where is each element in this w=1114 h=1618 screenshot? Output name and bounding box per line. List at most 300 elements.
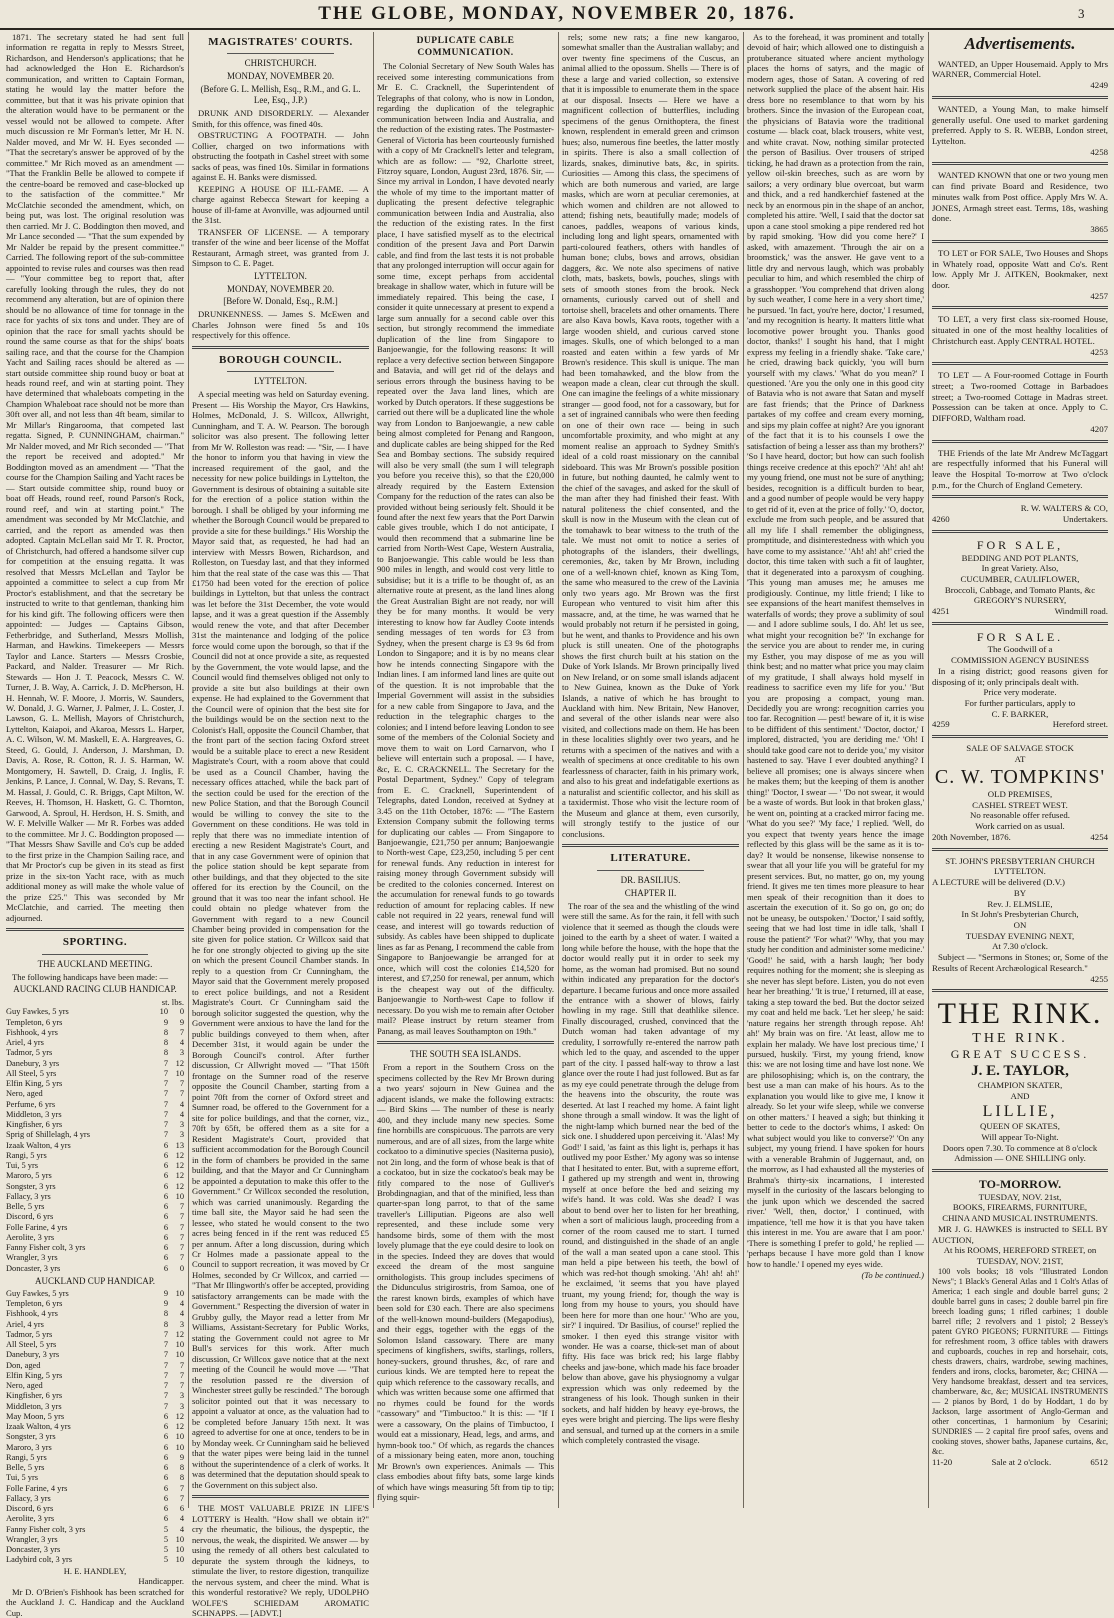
weight-stone: 6 bbox=[163, 1181, 168, 1191]
column-rule bbox=[558, 32, 559, 1508]
for-sale-line: GREGORY'S NURSERY, bbox=[973, 595, 1067, 606]
for-sale-title: FOR SALE. bbox=[976, 629, 1064, 644]
horse-name: Fanny Fisher colt, 3 yrs bbox=[6, 1243, 86, 1253]
divider bbox=[192, 1495, 369, 1498]
borough-subheading: LYTTELTON. bbox=[254, 376, 307, 387]
weight-pounds: 10 bbox=[175, 1534, 184, 1544]
handicap-row bbox=[6, 1223, 184, 1233]
handicap-row bbox=[6, 1381, 184, 1391]
divider bbox=[932, 362, 1108, 365]
handicap-row bbox=[6, 1453, 184, 1463]
for-sale-footer bbox=[932, 606, 1108, 617]
horse-name: Perfume, 6 yrs bbox=[6, 1099, 56, 1109]
weight-stone: 8 bbox=[163, 1048, 168, 1058]
ad-number: 4257 bbox=[1090, 290, 1108, 301]
handicap-row bbox=[6, 1212, 184, 1222]
weight-pounds: 3 bbox=[179, 1319, 184, 1329]
weight-pounds: 10 bbox=[175, 1442, 184, 1452]
divider bbox=[597, 870, 703, 871]
salvage-line: AT bbox=[1014, 753, 1026, 764]
weight-pounds: 7 bbox=[179, 1360, 184, 1370]
weight-pounds: 9 bbox=[179, 1017, 184, 1027]
horse-name: Nero, aged bbox=[6, 1381, 43, 1391]
weight-pounds: 0 bbox=[179, 1007, 184, 1017]
classified-ad bbox=[932, 248, 1108, 310]
weight-pounds: 12 bbox=[175, 1058, 184, 1068]
horse-name: Sprig of Shillelagh, 4 yrs bbox=[6, 1130, 90, 1140]
column-rule bbox=[928, 32, 929, 1508]
auction-date: 11-20 bbox=[932, 1456, 953, 1467]
handicap-row bbox=[6, 1535, 184, 1545]
story-text-continued: As to the forehead, it was prominent and totally devoid of hair; which allowed one to distinguish a protuberance situated where ancient mythology places the horns of satyrs, and the magic of modern ages, those of Satan. A covering of red network supplied the place of the absent hair. His dress bore no resemblance to that worn by his brothers. Since the invasion of the European coat, the physicians of Batavia wore the traditional costume — black coat, black trousers, white vest, and white cravat. Now, nothing similar protected the person of Basilius. Over trousers of striped ticking, he had drawn as a protection from the rain, yellow oil-skin breeches, such as are worn by sailors; a very ordinary blue overcoat, but warm and thick, and a red handkerchief fastened at the neck by an enormous pin in the shape of an anchor, completed his attire. 'Well, I said that the doctor sat upon a cane stool smoking a pipe rendered red hot by rapid smoking. 'How did you come here?' I asked, with amazement. 'Through the air on a broomstick,' was the answer. He gave vent to a little dry and nervous laugh, which was probably peculiar to him, and which resembled the chirp of a grasshopper. 'You comprehend that driven along by such weather, I come here in a very short time,' he pursued. 'In fact, you're here, doctor,' I resumed, 'and my recognition is hearty. It matters little what locomotive power brought you. Thanks good doctor, thanks!' I sought his hand, that I might express my feeling in a friendly shake. 'Take care,' he cried, drawing back quickly, 'you will burn yourself with my claws.' 'What do you mean?' I questioned. 'Are you the only one in this good city of Batavia who is not aware that Satan and myself are fast friends; that the Prince of Darkness partakes of my coffee and cream every morning, and sips my plain coffee at night? Are you ignorant of the fact that it is to his counsels I owe the satisfaction of being a lesser ass than my brothers?' 'So I have heard, doctor; but how can such foolish things receive credence at this epoch?' 'Ah! ah! ah! my young friend, one must not be sure of anything; besides, recognition is a difficult burden to bear, and a good number of people would be very happy to get rid of it, even at the price of folly.' 'O, doctor, exclude me from such people, and be assured that all my life I shall remember the obligingness, promptitude, and disinterestedness with which you have come to my assistance.' 'Ah! ah! ah!' cried the doctor, this time taken with such a fit of laughter, that it degenerated into a paroxysm of coughing. 'This young man amuses me; he amuses me prodigiously. Continue, my little friend; I like to see expansions of the heart manifest themselves in waterfalls of words; they prove a sublimity of soul — and I adore sublime souls, I do. Ah! let us see, what might your recognition be?' 'In exchange for the service you are about to render me, in curing my Esther, you may dispose of me as you will think best; and no matter what price you may claim of my gratitude, I shall always hold myself in readiness to sacrifice even my life for you.' 'But you are proposing a compact, young man. Decidedly you are wrong: recognition carries you too far. Recognition — pest! beware of it, it is wise to be diffident of this sentiment.' 'Doctor, doctor,' I implored, distracted, 'you are deriding me.' 'Oh! I should take good care not to deride you,' my visitor hastened to say. 'Have I ever doubted anything? I believe all promises; one is always sincere when he makes them; but the keeping of them is another thing!' 'Doctor, I swear — ' 'Do not swear, it would be a waste of words. But look in that broken glass,' he went on, pointing at a cracked mirror facing me. 'What do you see?' 'My face,' I replied. 'Well, do you expect that twenty years hence the image reflected by this glass will be the same as it is to-day? It would be nonsense, likewise nonsense to swear that all your life you will be grateful for my present services. But, no matter, go on, my young friend. It gives me ten times more pleasure to hear men speak of their recognition than it does to ascertain the execution of it. So go on, go on; do not be uneasy, be outspoken.' 'Doctor,' I said softly, seeing that we had lost time in idle talk, 'shall I rouse the patient?' 'For what?' 'Why, that you may study her condition and administer some medicine.' 'Good!' he said, with a harsh laugh; 'her body requires nothing for the moment; she is sleeping as she never has slept before. Listen, you do not even hear her breathing.' 'It is true,' I returned, ill at ease, taking a step toward the bed. But the doctor seized my coat and held me back. 'Let her sleep,' he said: 'nature regains her strength through repose. Ah! ah!' My brain was on fire. 'At least, allow me to explain her malady. We have lost precious time,' I pursued, huskily. 'First, my young friend, know this: we are not losing time and have lost none. We are philosophising; which is, on the contrary, the best use a man can make of his hours. As to the explanation you would like to give me, I know it already. So let your wife sleep, while we converse on other matters.' I heaved a sigh; but thinking it better to cede to the doctor's whims, I asked: On what subject would you like to converse?' 'On any subject, my young friend. I have spoken for hours with a venerable Brahmin of Juggernaut, and, on the morrow, as I had exhausted all the mysteries of Brahma's thirty-six incarnations, I interested myself in the curiosity of the lascars belonging to the junk upon which we descended the sacred river.' 'Well, then, doctor,' I continued, with impatience, 'tell me how it is that you have taken this interest in me. You are aware that I am poor.' 'There is something I prefer to gold,' he replied — 'perhaps because I have more gold than I know how to handle.' I opened my eyes wide. bbox=[747, 32, 924, 1269]
horse-name: Belle, 5 yrs bbox=[6, 1463, 45, 1473]
rink-line: GREAT SUCCESS. bbox=[950, 1047, 1090, 1062]
horse-name: All Steel, 5 yrs bbox=[6, 1340, 57, 1350]
weight-pounds: 12 bbox=[175, 1329, 184, 1339]
horse-name: Wrangler, 3 yrs bbox=[6, 1253, 58, 1263]
weight-pounds: 4 bbox=[179, 1109, 184, 1119]
handicap-row bbox=[6, 1028, 184, 1038]
newspaper-title: THE GLOBE, MONDAY, NOVEMBER 20, 1876. bbox=[318, 3, 796, 24]
horse-name: Fallacy, 3 yrs bbox=[6, 1493, 51, 1503]
handicap-row bbox=[6, 1171, 184, 1181]
handicapper-name: H. E. HANDLEY, bbox=[63, 1565, 127, 1576]
ad-text: THE Friends of the late Mr Andrew McTaggart are respectfully informed that his Funeral will leave the Hospital To-morrow at Two o'clock p.m., for the Church of England Cemetery. bbox=[932, 447, 1108, 490]
handicap-row bbox=[6, 1018, 184, 1028]
church-line: ON bbox=[1013, 919, 1027, 930]
weight-stone: 7 bbox=[163, 1068, 168, 1078]
weight-stone: 7 bbox=[163, 1120, 168, 1130]
divider bbox=[42, 954, 149, 955]
weight-stone: 6 bbox=[163, 1263, 168, 1273]
handicap-row bbox=[6, 1059, 184, 1069]
chapter-title: CHAPTER II. bbox=[624, 887, 677, 898]
horse-name: Rangi, 5 yrs bbox=[6, 1150, 47, 1160]
weight-pounds: 10 bbox=[175, 1350, 184, 1360]
handicap-row bbox=[6, 1253, 184, 1263]
court-date: MONDAY, NOVEMBER 20. bbox=[226, 283, 334, 294]
weight-stone: 7 bbox=[163, 1381, 168, 1391]
horse-name: Ladybird colt, 3 yrs bbox=[6, 1555, 73, 1565]
weight-pounds: 3 bbox=[179, 1401, 184, 1411]
south-sea-heading: THE SOUTH SEA ISLANDS. bbox=[409, 1049, 521, 1060]
horse-name: Tadmor, 5 yrs bbox=[6, 1329, 53, 1339]
court-case: DRUNK AND DISORDERLY. — Alexander Smith, for this offence, was fined 40s. bbox=[192, 108, 369, 129]
church-line: A LECTURE will be delivered (D.V.) bbox=[932, 877, 1065, 888]
horse-name: Discord, 6 yrs bbox=[6, 1504, 54, 1514]
weight-stone: 8 bbox=[163, 1027, 168, 1037]
classified-ad bbox=[932, 170, 1108, 242]
weight-stone: 5 bbox=[163, 1524, 168, 1534]
weight-pounds: 10 bbox=[175, 1191, 184, 1201]
story-title: DR. BASILIUS. bbox=[620, 874, 681, 885]
court-bench: (Before G. L. Mellish, Esq., R.M., and G. L. Lee, Esq., J.P.) bbox=[200, 84, 361, 106]
horse-name: Templeton, 6 yrs bbox=[6, 1017, 63, 1027]
for-sale-line: BEDDING AND POT PLANTS, bbox=[961, 552, 1079, 563]
ad-text: TO LET or FOR SALE, Two Houses and Shops in Whately road, opposite Watt and Co's. Rent low. Apply Mr J. AITKEN, Bookmaker, next door. bbox=[932, 247, 1108, 290]
horse-name: Templeton, 6 yrs bbox=[6, 1299, 63, 1309]
weight-pounds: 12 bbox=[175, 1422, 184, 1432]
weight-pounds: 0 bbox=[179, 1263, 184, 1273]
divider bbox=[932, 162, 1108, 165]
weight-stone: 5 bbox=[163, 1534, 168, 1544]
weight-pounds: 8 bbox=[179, 1463, 184, 1473]
weight-pounds: 4 bbox=[179, 1099, 184, 1109]
borough-report: A special meeting was held on Saturday evening. Present — His Worship the Mayor, Crs Hawkins, Holmes, McDonald, J. S. Willcox, Allwright, Cunningham, and T. A. W. Pearson. The borough solicitor was also present. The following letter from Mr W. Rolleston was read: — "Sir, — I have the honor to inform you that having in view the increased requirement of the gaol, and the necessity for new police buildings in Lyttelton, the Government is desirous of obtaining a suitable site for the erection of a police station within the borough. I shall be obliged by your informing me whether the Borough Council would be prepared to provide a site for these buildings." His Worship the Mayor said that, as requested, he had had an interview with Messrs Bowen, Richardson, and Rolleston, on Tuesday last, and that they informed him that the real state of the case was this — That £1750 had been voted for the erection of police buildings in Lyttelton, but that unless the contract was let before the 31st December, the vote would lapse, and it was a great question if the Assembly would renew the vote, and that after December 31st the maintenance and lodging of the police force would come upon the borough, so that if the Council did not at once provide a site, as requested by the Government, the vote would lapse, and the Council would find themselves obliged not only to provide a site but also buildings at their own expense. He had explained to the Government that the Council were of opinion that the best site for the buildings would be on the section next to the Colonist's Hall, opposite the Council Chamber, that the front part of the section facing Oxford street would be a suitable place to erect a new Resident Magistrate's Court, with a room above that could be used as a Council Chamber, having the necessary offices attached, while the back part of the section could be used for the erection of the new Police Station, and that the Borough Council would be willing to convey the site to the Government on these conditions. He was told in reply that there was no immediate intention of erecting a new Resident Magistrate's Court, and that in any case Government were of opinion that the police station should be kept separate from other buildings, and that they objected to the site offered for its erection by the Council, on the ground that it was too near the infant school. He could obtain no pledge whatever from the Government with regard to a new Council Chamber being provided in compensation for the site given for police station. Cr Willcox said that he for one strongly objected to giving up the site on which the present Council Chamber stands. In reply to a question from Cr Cunningham, the Mayor said that the Government merely proposed to erect police buildings, and not a Resident Magistrate's Court. Cr Cunningham said the borough solicitor suggested the question, why the Government were anxious to have the land for the public buildings conveyed to them when, after December 31st, it would again be under the Borough Council's control. After further discussion, Cr Allwright moved — "That 150ft frontage on the Sumner road of the reserve opposite the Council Chamber, starting from a point 70ft from the corner of Oxford street and Sumner road, be offered to the Government for a site for police buildings, and that the corner, viz., 70ft by 65ft, be offered them as a site for a Resident Magistrate's Court, provided that sufficient accommodation for the Borough Council in the form of chambers be provided in the same building, and that the Mayor and Cr Cunningham be appointed a deputation to make this offer to the Government." Cr Willcox seconded the resolution, which was carried unanimously. Regarding the time ball site, the Mayor said he had seen the lessee, who stated he would consent to the two acres being fenced in if the rent was reduced £5 per annum. After a long discussion, during which Cr Holmes made a passionate appeal to the Council to support recreation, it was moved by Cr Holmes, seconded by Cr Willcox, and carried — "That Mr Illingworth's offer be accepted, providing satisfactory arrangements can be made with the Government." Respecting the diversion of water in Grubby gully, the Mayor read a letter from Mr Williams, Assistant-Secretary for Public Works, stating the Government could not agree to Mr Bull's services for this work. After much discussion, Cr Willcox gave notice that at the next meeting of the Council he would move — "That the resolution passed re the diversion of Winchester street gully be rescinded." The borough solicitor pointed out that it was necessary to appoint a valuator at once, as the valuation had to be completed before January 15th next. It was agreed to advertise for one at once, tenders to be in by Monday week. Cr Cunningham said he believed that the water pipes were being laid in the tunnel without the superintendence of a clerk of works. It was determined that the deputation should speak to the Government on this subject also. bbox=[192, 389, 369, 1490]
classified-ad bbox=[932, 448, 1108, 499]
church-line: TUESDAY EVENING NEXT, bbox=[965, 930, 1075, 941]
weight-stone: 7 bbox=[163, 1099, 168, 1109]
horse-name: Nero, aged bbox=[6, 1089, 43, 1099]
handicap-row bbox=[6, 1182, 184, 1192]
divider bbox=[932, 1169, 1108, 1172]
advertisements-heading: Advertisements. bbox=[964, 34, 1076, 53]
ad-number: 4253 bbox=[1090, 346, 1108, 357]
weight-pounds: 13 bbox=[175, 1140, 184, 1150]
horse-name: Fallacy, 3 yrs bbox=[6, 1191, 51, 1201]
horse-name: Folle Farine, 4 yrs bbox=[6, 1483, 68, 1493]
classified-ad bbox=[932, 59, 1108, 99]
church-line: At 7.30 o'clock. bbox=[992, 941, 1048, 952]
weight-stone: 7 bbox=[163, 1130, 168, 1140]
horse-name: Izaak Walton, 4 yrs bbox=[6, 1422, 71, 1432]
horse-name: May Moon, 5 yrs bbox=[6, 1411, 65, 1421]
weight-stone: 6 bbox=[163, 1514, 168, 1524]
weight-stone: 6 bbox=[163, 1202, 168, 1212]
horse-name: Kingfisher, 6 yrs bbox=[6, 1391, 63, 1401]
church-subject: Subject — "Sermons in Stones; or, Some of the Results of Recent Archæological Research." bbox=[932, 952, 1108, 973]
horse-name: Elfin King, 5 yrs bbox=[6, 1370, 63, 1380]
ad-number: 4260 bbox=[932, 514, 950, 525]
weight-pounds: 7 bbox=[179, 1212, 184, 1222]
handicap-row bbox=[6, 1069, 184, 1079]
weight-stone: 7 bbox=[163, 1109, 168, 1119]
handicap-row bbox=[6, 1161, 184, 1171]
horse-name: Fishhook, 4 yrs bbox=[6, 1309, 58, 1319]
for-sale-line: In great Variety. Also, bbox=[981, 563, 1059, 574]
weight-pounds: 4 bbox=[179, 1514, 184, 1524]
handicap-2-title: AUCKLAND CUP HANDICAP. bbox=[35, 1275, 155, 1286]
handicap-1-title: AUCKLAND RACING CLUB HANDICAP. bbox=[13, 984, 177, 995]
for-sale-title: FOR SALE, bbox=[976, 537, 1064, 552]
handicap-row bbox=[6, 1299, 184, 1309]
weight-stone: 6 bbox=[163, 1171, 168, 1181]
court-case: OBSTRUCTING A FOOTPATH. — John Collier, charged on two informations with obstructing the footpath in Cashel street with some sacks of peas, was fined 10s. Similar in formations against E. H. Banks were dismissed. bbox=[192, 130, 369, 183]
horse-name: All Steel, 5 yrs bbox=[6, 1068, 57, 1078]
regatta-report: 1871. The secretary stated he had sent full information re regatta in reply to Messrs Street, Richardson, and Henderson's applications; that he had acknowledged the Hon E. Richardson's communication, and written to Captain Forman, stating he would lay the matter before the committee, but that it was his private opinion that the alteration would have to be permanent or the vessel would not be allowed to compete. After much discussion re Mr Forman's letter, Mr H. N. Nalder moved, and Mr W. H. Eyes seconded — "That the secretary's answer be approved of by the committee." Mr Rich moved as an amendment — "That the Franklin Belle be allowed to compete if the centre-board be removed and case-blocked up to the satisfaction of the committee." Mr McClatchie seconded the amendment, which, on being put, was lost. The original resolution was then carried. Mr J. C. Boddington then moved, and Mr Lance seconded — "That the sum expended by Mr Nalder be repaid by the present committee." Carried. The following report of the sub-committee appointed to revise rules and courses was then read — "Your committee beg to report that, after carefully looking through the rules, they do not recommend any alteration, but are of opinion there should be no allowance of time for tonnage in the race for yachts of six tons and under. They are of opinion that the race for small yachts should be round the same course as that for the ships' boats sailing race, and that the course for the Champion Yacht and Sailing races should be altered as — start outside committee ship round buoy or boat at heads round reef, and win at starting point. They have determined that whaleboats competing in the Champion Whaleboat race should not be more than 30ft over all, and not less than 4ft beam, similar to Mr Millar's Ringarooma, that competed last regatta. Signed, P. CUNNINGHAM, chairman." Mr Nalder moved, and Mr Rich seconded — "That the report be received and adopted." Mr Boddington moved as an amendment — "That the course for the Champion Sailing and Yacht races be — Start outside committee ship, round buoy or boat off Heads, round reef, round Parson's Rock, round reef, and win at starting point." The amendment was seconded by Mr McClatchie, and carried, and the report as amended was then adopted. Captain McLellan said Mr T. R. Proctor, of Christchurch, had offered a handsome silver cup for competition at the ensuing regatta. It was resolved that Messrs McLellan and Taylor be appointed a committee to select a cup from Mr Proctor's establishment, and that the secretary be instructed to write to that gentleman, thanking him for his kind gift. The following officers were then appointed: — Judges — Captains Gibson, Fetherbridge, and Sutherland, Messrs Mollish, Harman, and Hawkins. Timekeepers — Messrs Taylor and Lance. Starters — Messrs Crosbie, Packard, and Nalder. Treasurer — Mr Rich. Stewards — Hon J. T. Peacock, Messrs C. W. Turner, J. B. Way, A. Carrick, J. D. McPherson, H. H. Hennah, W. F. Moore, J. Morris, W. Saunders, W. Donald, J. G. Warner, J. Palmer, J. L. Coster, J. Lawson, G. L. Mellish, Mayors of Christchurch, Lyttelton, Kaiapoi, and Akaroa, Messrs L. Harper, A. C. Wilson, W. M. Maskell, E. A. Hargreaves, G. Steed, G. Gould, J. Anderson, J. Marshman, D. Davis, A. Rose, R. Cotton, R. J. S. Harman, W. Montgomery, H. Sawtell, D. Craig, J. Inglis, F. Jenkins, P. Lance, J. Connal, W. Day, S. Revans, T. M. Hassal, J. Gould, C. R. Briggs, Capt Milton, W. Reeves, H. Thomson, H. Haskett, G. C. Thornton, Garwood, A. Sproul, H. Herdson, H. S. Smith, and W. F. Melville Walker — Mr R. Forbes was added to the committee. Mr J. C. Boddington proposed — "That Messrs Shaw Saville and Co's cup be added to the first prize in the Champion Sailing race, and that Mr Proctor's cup be given in its stead as first prize in the six-ton Yacht race, with as much additional money as will make the whole value of the prize £25." This was seconded by Mr McClatchie, and carried. The meeting then adjourned. bbox=[6, 32, 184, 923]
weight-pounds: 9 bbox=[179, 1452, 184, 1462]
schnapps-advert: THE MOST VALUABLE PRIZE IN LIFE'S LOTTERY is Health. "How shall we obtain it?" cry the rheumatic, the bilious, the dyspeptic, the nervous, the weak, the dispirited. We answer — by using the remedy of all others best calculated to depurate the system through the kidneys, to stimulate the liver, to restore digestion, tranquilize the nervous system, and cheer the mind. What is this wonderful restorative? We reply, UDOLPHO WOLFE'S SCHIEDAM AROMATIC SCHNAPPS. — [ADVT.] bbox=[192, 1503, 369, 1618]
for-sale-line: Windmill road. bbox=[1054, 606, 1108, 617]
auction-line: MR J. G. HAWKES is instructed to SELL BY AUCTION, bbox=[932, 1223, 1108, 1245]
horse-name: Middleton, 3 yrs bbox=[6, 1109, 62, 1119]
weight-pounds: 10 bbox=[175, 1545, 184, 1555]
handicap-row bbox=[6, 1202, 184, 1212]
weight-stone: 6 bbox=[163, 1422, 168, 1432]
classified-ad bbox=[932, 314, 1108, 365]
for-sale-line: The Goodwill of a bbox=[987, 644, 1053, 655]
handicap-row bbox=[6, 1130, 184, 1140]
handicap-row bbox=[6, 1151, 184, 1161]
handicap-row bbox=[6, 1371, 184, 1381]
handicap-row bbox=[6, 1504, 184, 1514]
horse-name: Don, aged bbox=[6, 1360, 41, 1370]
weight-stone: 6 bbox=[163, 1253, 168, 1263]
auction-line: At his ROOMS, HEREFORD STREET, on TUESDAY, NOV. 21ST, bbox=[943, 1245, 1097, 1267]
court-date: MONDAY, NOVEMBER 20. bbox=[226, 71, 334, 82]
weight-stone: 7 bbox=[163, 1058, 168, 1068]
court-case: KEEPING A HOUSE OF ILL-FAME. — A charge against Rebecca Stewart for keeping a house of ill-fame at Avonville, was adjourned until the 31st. bbox=[192, 183, 369, 226]
handicap-row bbox=[6, 1525, 184, 1535]
handicap-row bbox=[6, 1391, 184, 1401]
weight-stone: 7 bbox=[163, 1360, 168, 1370]
sporting-subheading: THE AUCKLAND MEETING. bbox=[37, 958, 153, 969]
weight-pounds: 7 bbox=[179, 1370, 184, 1380]
classified-ads bbox=[932, 59, 1108, 499]
for-sale-line: Price very moderate. bbox=[983, 687, 1057, 698]
borough-heading: BOROUGH COUNCIL. bbox=[219, 353, 342, 366]
handicap-row bbox=[6, 1555, 184, 1565]
rink-subtitle: THE RINK. bbox=[972, 1031, 1068, 1047]
ad-text: WANTED, an Upper Housemaid. Apply to Mrs WARNER, Commercial Hotel. bbox=[932, 58, 1108, 80]
salvage-merchant: C. W. TOMPKINS' bbox=[934, 765, 1106, 788]
auction-items: 100 vols books; 18 vols "Illustrated London News"; 1 Black's General Atlas and 1 Colt's Atlas of America; 1 each single and double barrel guns; 2 double barrel guns in cases; 2 double barrel pin fire breech loading guns; 1 rifled carbines; 1 double barrel rifle; 2 revolvers and 1 pistol; 2 Bessey's patent GYRO PIGEONS; FURNITURE — Fittings for refreshment room, 3 office tables with drawers and cupboards, couches in rep and horsehair, cots, chests drawers, chairs, wardrobe, sewing machines, fenders and irons, clocks, barometer, &c; CHINA — Very handsome breakfast, dessert and tea services, chamberware, &c, &c; MUSICAL INSTRUMENTS — 2 pianos by Bord, 1 do by Hoddart, 1 do by Jackson, large assortment of Anglo-German and other concertinas, 1 harmonium by Cesarini; SUNDRIES — 2 capital fire proof safes, ovens and cooking stoves, shower baths, Japanese curtains, &c, &c. bbox=[932, 1266, 1108, 1456]
continued-note: (To be continued.) bbox=[861, 1270, 924, 1281]
column-3 bbox=[377, 32, 554, 1506]
handicap-row bbox=[6, 1089, 184, 1099]
salvage-line: CASHEL STREET WEST. bbox=[972, 799, 1068, 810]
horse-name: Kingfisher, 6 yrs bbox=[6, 1120, 63, 1130]
handicap-row bbox=[6, 1340, 184, 1350]
weight-pounds: 7 bbox=[179, 1232, 184, 1242]
auction-time: Sale at 2 o'clock. bbox=[991, 1456, 1052, 1467]
weight-pounds: 4 bbox=[179, 1309, 184, 1319]
ad-number: 4255 bbox=[1090, 973, 1108, 984]
weight-pounds: 6 bbox=[179, 1504, 184, 1514]
weight-pounds: 10 bbox=[175, 1288, 184, 1298]
weight-stone: 6 bbox=[163, 1483, 168, 1493]
weight-pounds: 10 bbox=[175, 1555, 184, 1565]
horse-name: Danebury, 3 yrs bbox=[6, 1350, 60, 1360]
rink-performer: LILLIE, bbox=[982, 1102, 1058, 1120]
weight-stone: 6 bbox=[163, 1411, 168, 1421]
divider bbox=[932, 989, 1108, 992]
horse-name: Maroro, 5 yrs bbox=[6, 1171, 52, 1181]
weight-pounds: 8 bbox=[179, 1473, 184, 1483]
horse-name: Aerolite, 3 yrs bbox=[6, 1514, 55, 1524]
weight-pounds: 10 bbox=[175, 1432, 184, 1442]
court-case: TRANSFER OF LICENSE. — A temporary transfer of the wine and beer license of the Moffat Restaurant, Armagh street, was granted from J. Simpson to C. E. Paget. bbox=[192, 226, 369, 269]
divider bbox=[932, 96, 1108, 99]
divider bbox=[932, 530, 1108, 533]
handicap-row bbox=[6, 1289, 184, 1299]
church-line: BY bbox=[1013, 887, 1027, 898]
court-bench: [Before W. Donald, Esq., R.M.] bbox=[223, 296, 338, 307]
weight-stone: 6 bbox=[163, 1493, 168, 1503]
weight-pounds: 10 bbox=[175, 1068, 184, 1078]
ad-text: TO LET — A Four-roomed Cottage in Fourth street; a Two-roomed Cottage in Barbadoes street; a Two-roomed Cottage in Madras street. Possession can be taken at once. Apply to C. DIFFORD, Waltham road. bbox=[932, 370, 1108, 424]
column-1 bbox=[6, 32, 184, 1618]
divider bbox=[227, 53, 333, 54]
handicap-row bbox=[6, 1309, 184, 1319]
handicap-row bbox=[6, 1330, 184, 1340]
magistrates-heading: MAGISTRATES' COURTS. bbox=[208, 36, 353, 48]
weight-pounds: 7 bbox=[179, 1027, 184, 1037]
horse-name: Fishhook, 4 yrs bbox=[6, 1027, 58, 1037]
handicap-row bbox=[6, 1048, 184, 1058]
weight-stone: 6 bbox=[163, 1432, 168, 1442]
sporting-heading: SPORTING. bbox=[62, 936, 128, 949]
south-sea-continued: rels; some new rats; a fine new kangaroo, somewhat smaller than the Australian wallaby; and over twenty fine specimens of the Cuscus, an animal allied to the opossum. Shells — There is of these a large and varied collection, so extensive that it is impossible to enumerate them in the space at our disposal. Insects — Here we have a magnificent collection of butterflies, including specimens of the genus Ornithoptera, the finest known, resplendent in emerald green and crimson hues; also, numerous fine beetles, the latter mostly in spirits. There is also a small collection of lizards, snakes, diminutive bats, &c, in spirits. Curiosities — Among this class, the specimens of which are both numerous and varied, are large masks, which are worn at peculiar ceremonies, at which women and children are not allowed to attend; fishing nets, beautifully made; models of canoes, paddles, weapons of various kinds, including long and light spears, ornamented with parti-coloured feathers, others with handles of human bone; clubs, bows and arrows, obsidian daggers, &c. We note also specimens of native cloth, mats, baskets, bowls, pouches, slings with sets of smooth stones from the brook. Neck ornaments, curiously carved out of shell and tortoise shell, bracelets and other ornaments. There are also Kava bowls, Kava roots, together with a large wooden shield, and curious carved stone images. Skulls, one of which belonged to a man roasted and eaten within a few yards of Mr Brown's residence. This skull is unique. The man had been tomahawked, and the blow from the weapon made a clean, clear cut through the skull. One can imagine the feelings of a white missionary stranger — good food, not for a cassowary, but for a set of ingrained cannibals who were then feeding on one of their own race — being in such uncomfortable proximity, and who might at any moment realise an approach to Sydney Smith's ideal of a cold roast missionary on the cannibal sideboard. This was Mr Brown's possible position in future, but nothing daunted, he calmly went to the chief of the savages, and asked for the skull of the man after they had finished their feast. With natural politeness the chief consented, and the skull is now in the Museum with the clean cut of the tomahawk to bear witness to the truth of the tale. We must not omit to notice a series of photographs of the islanders, their dwellings, ceremonies, &c, taken by Mr Brown, including one of a well-known chief, known as King Tom, the same who measured to the crew of the Lavinia only two years ago. Mr Brown was the first European who ventured to visit him after this massacre, and, at the time, he was warned that he would probably not return if he persisted in going, but he went, and thanks to Providence and his own pluck is still uneaten. One of the photographs shows the first church built at his station on the Duke of York Islands. Mr Brown principally lived on New Ireland, or on some small islands adjacent to New Guinea, known as the Duke of York Islands, a native of which he has brought to Auckland with him. New Britain, New Hanover, and several of the other islands near were also visited, and collections made on them. He has been in these localities slightly over two years, and he returns with a specimen of the natives and with a wealth of specimens at once creditable to his own fearlessness of character, faith in his primary work, and also to his great and indefatigable exertions as a naturalist and scientific collector, and his skill as a taxidermist. Those who visit the lecture room of the Museum and glance at them, even cursorily, will strongly testify to the justice of our conclusions. bbox=[562, 32, 739, 839]
scratching-note: Mr D. O'Brien's Fishhook has been scratched for the Auckland J. C. Handicap and the Auckland Cup. bbox=[6, 1586, 184, 1618]
court-case: DRUNKENNESS. — James S. McEwen and Charles Johnson were fined 5s and 10s respectively for this offence. bbox=[192, 309, 369, 341]
handicap-row bbox=[6, 1264, 184, 1274]
divider bbox=[377, 1041, 554, 1044]
column-5 bbox=[747, 32, 924, 1506]
church-line: Rev. J. ELMSLIE, bbox=[987, 898, 1053, 909]
handicap-row bbox=[6, 1320, 184, 1330]
handicap-row bbox=[6, 1432, 184, 1442]
weight-pounds: 4 bbox=[179, 1299, 184, 1309]
rink-line: CHAMPION SKATER, bbox=[977, 1080, 1063, 1091]
column-rule bbox=[743, 32, 744, 1508]
handicap-row bbox=[6, 1412, 184, 1422]
horse-name: Ariel, 4 yrs bbox=[6, 1319, 44, 1329]
ad-number: 4259 bbox=[932, 719, 950, 730]
weight-stone: 10 bbox=[159, 1007, 168, 1017]
ad-text: WANTED KNOWN that one or two young men can find private Board and Residence, two minutes walk from Post office. Apply Mrs W. A. JONES, Armagh street east. Terms, 18s, washing done. bbox=[932, 170, 1108, 224]
divider bbox=[192, 346, 369, 349]
horse-name: Guy Fawkes, 5 yrs bbox=[6, 1288, 69, 1298]
for-sale-line: CUCUMBER, CAULIFLOWER, bbox=[960, 573, 1080, 584]
horse-name: Maroro, 3 yrs bbox=[6, 1442, 52, 1452]
rink-line: QUEEN OF SKATES, bbox=[980, 1121, 1060, 1132]
divider bbox=[6, 928, 184, 931]
weight-pounds: 4 bbox=[179, 1038, 184, 1048]
handicap-row bbox=[6, 1494, 184, 1504]
handicap-row bbox=[6, 1100, 184, 1110]
weight-stone: 7 bbox=[163, 1350, 168, 1360]
salvage-date: 20th November, 1876. bbox=[932, 831, 1011, 842]
handicap-row bbox=[6, 1545, 184, 1555]
cable-article: The Colonial Secretary of New South Wales has received some interesting communications from Mr E. C. Cracknell, the Superintendent of Telegraphs of that colony, who is now in London, regarding the duplication of the telegraphic communication between India and Australia, and the reduction of the existing rates. The Postmaster-General of Victoria has been courteously furnished with a copy of Mr Cracknell's letter and telegram, which are as follow: — "92, Charlotte street, Fitzroy square, London, August 23rd, 1876. Sir, — Since my arrival in London, I have devoted nearly the whole of my time to the important matter of duplicating the present defective telegraphic communication between India and Australia, also the reduction of the existing rates. In the first place, I have satisfied myself as to the electrical condition of the present Java and Port Darwin cable, and find from the last tests it is not probable that any prolonged interruption will occur again for some time, except perhaps from accidental breakage in shallow water, which in future will be immediately repaired. This being the case, I consider it quite unnecessary at present to expend a large sum annually for a second cable over this section, but strongly recommend the immediate duplication of the line from Singapore to Banjoewangie, for the following reasons: It will replace a very defective section between Singapore and Batavia, and will get rid of the delays and serious errors through the business having to be repeated over the Java land lines, which are worked by Dutch operators. If these suggestions be carried out there will be a duplicated line the whole way from London to Banjoewangie, a new cable being almost completed for Penang and Rangoon, and duplicate cables are being shipped for the Red Sea and Bombay sections. The subsidy required will also be very small (the sum I will telegraph you before you receive this), so that the £20,000 already required by the Eastern Extension Company for the reduction of the rates can also be provided without being seriously felt. Should it be found after the next few years that the Port Darwin cable gives trouble, which I do not anticipate, I would then recommend that a submarine line be carried from North-West Cape, Western Australia, to Banjoewangie. This cable would be less than 900 miles in length, and would cost very little to subsidise; but it is a trifle to be thought of, as an alternative route at present, as the land lines along the Great Australian Bight are not ready, nor will they be for many months. It would be very interesting to know how far Audley Coote intends sending messages of ten words for £3 from Sydney, when the present charge is £3 9s 6d from London to Singapore; and it is by no means clear how he intends connecting Singapore with the Indian lines. I am informed land lines are quite out of the question. It is not improbable that the Imperial Government will assist in the subsidies for a new cable from Singapore to Java, and the reduction in the telegraphic charges to the colonies; and I intend before leaving London to see some of the members of the Colonial Society and move them to wait on Lord Carnarvon, who I believe will entertain such a proposal. — I have, &c, E. C. CRACKNELL. The Secretary for the Postal Department, Sydney." Copy of telegram from E. C. Cracknell, Superintendent of Telegraphs, dated London, received at Sydney at 3.45 on the 11th October, 1876: — "The Eastern Extension Company submit the following terms for duplicating our cables — From Singapore to Banjoewangie, £21,750 per annum; Banjoewangie to North-west Cape, £23,250, including 5 per cent for renewal funds. Any reduction in interest for raising money through Government subsidy will be credited to the colonies concerned. Interest on the accumulation for renewal funds to go towards reduction of amount for replacing cables. If new cable not required in 22 years, renewal fund will cease, and interest will go towards reduction of subsidy. As cables have been shipped to duplicate lines as far as Penang, I recommend the cable from Singapore to Banjoewangie be arranged for at once, which will cost the colonies £14,520 for interest, and £7,250 for renewal, per annum, which is the cheapest way out of the difficulty. Banjoewangie to North-west Cape to follow if necessary. Do you wish me to remain after October mail? Please instruct by return steamer from Panang, as mail leaves Southampton on 19th." bbox=[377, 61, 554, 1036]
weight-stone: 6 bbox=[163, 1150, 168, 1160]
undertakers-name: R. W. WALTERS & CO, bbox=[1020, 503, 1108, 514]
weight-pounds: 7 bbox=[179, 1483, 184, 1493]
weight-pounds: 3 bbox=[179, 1048, 184, 1058]
divider bbox=[932, 440, 1108, 443]
ad-number: 4207 bbox=[1090, 423, 1108, 434]
weight-stone: 6 bbox=[163, 1191, 168, 1201]
weight-stone: 6 bbox=[163, 1452, 168, 1462]
horse-name: Middleton, 3 yrs bbox=[6, 1401, 62, 1411]
handicap-row bbox=[6, 1110, 184, 1120]
handicap-row bbox=[6, 1079, 184, 1089]
horse-name: Songster, 3 yrs bbox=[6, 1181, 56, 1191]
weight-stone: 9 bbox=[163, 1017, 168, 1027]
weight-pounds: 3 bbox=[179, 1120, 184, 1130]
salvage-line: No reasonable offer refused. bbox=[970, 810, 1070, 821]
auction-line: TUESDAY, NOV. 21st, bbox=[978, 1191, 1062, 1202]
divider bbox=[932, 306, 1108, 309]
church-line: In St John's Presbyterian Church, bbox=[961, 909, 1079, 920]
column-6-advertisements bbox=[932, 32, 1108, 1506]
weight-pounds: 12 bbox=[175, 1150, 184, 1160]
handicap-row bbox=[6, 1192, 184, 1202]
horse-name: Ariel, 4 yrs bbox=[6, 1038, 44, 1048]
handicap-row bbox=[6, 1038, 184, 1048]
handicap-row bbox=[6, 1473, 184, 1483]
handicap-row bbox=[6, 1243, 184, 1253]
weight-stone: 8 bbox=[163, 1309, 168, 1319]
handicap-row bbox=[6, 1422, 184, 1432]
salvage-line: OLD PREMISES, bbox=[987, 789, 1053, 800]
ad-text: WANTED, a Young Man, to make himself generally useful. One used to market gardening preferred. Apply to S. R. WEBB, London street, Lyttelton. bbox=[932, 103, 1108, 147]
for-sale-line: Broccoli, Cabbage, and Tomato Plants, &c bbox=[944, 584, 1096, 595]
weight-pounds: 7 bbox=[179, 1089, 184, 1099]
handicap-row bbox=[6, 1233, 184, 1243]
column-rule bbox=[188, 32, 189, 1508]
weight-stone: 6 bbox=[163, 1243, 168, 1253]
rink-title: THE RINK. bbox=[937, 997, 1103, 1031]
handicap-table-1 bbox=[6, 1007, 184, 1274]
classified-ad bbox=[932, 104, 1108, 166]
salvage-line: SALE OF SALVAGE STOCK bbox=[966, 743, 1074, 754]
weight-stone: 7 bbox=[163, 1340, 168, 1350]
weight-pounds: 12 bbox=[175, 1171, 184, 1181]
ad-text: TO LET, a very first class six-roomed House, situated in one of the most healthy localities of Christchurch east. Apply CENTRAL HOTEL. bbox=[932, 314, 1108, 346]
horse-name: Fanny Fisher colt, 3 yrs bbox=[6, 1524, 86, 1534]
horse-name: Aerolite, 3 yrs bbox=[6, 1232, 55, 1242]
for-sale-footer bbox=[932, 719, 1108, 730]
rink-line: Will appear To-Night. bbox=[981, 1131, 1059, 1142]
horse-name: Doncaster, 3 yrs bbox=[6, 1263, 61, 1273]
rink-performer: J. E. TAYLOR, bbox=[971, 1062, 1069, 1079]
ad-number: 4251 bbox=[932, 606, 950, 617]
horse-name: Rangi, 5 yrs bbox=[6, 1452, 47, 1462]
auction-footer bbox=[932, 1457, 1108, 1468]
weight-stone: 7 bbox=[163, 1370, 168, 1380]
page-number: 3 bbox=[1078, 6, 1085, 21]
horse-name: Doncaster, 3 yrs bbox=[6, 1545, 61, 1555]
horse-name: Elfin King, 5 yrs bbox=[6, 1079, 63, 1089]
weight-pounds: 3 bbox=[179, 1391, 184, 1401]
weight-stone: 6 bbox=[163, 1504, 168, 1514]
horse-name: Izaak Walton, 4 yrs bbox=[6, 1140, 71, 1150]
ad-number: 4249 bbox=[1090, 80, 1108, 91]
ad-number: 6512 bbox=[1090, 1456, 1108, 1467]
handicap-row bbox=[6, 1350, 184, 1360]
for-sale-line: Hereford street. bbox=[1052, 719, 1108, 730]
weight-stone: 7 bbox=[163, 1391, 168, 1401]
weight-pounds: 7 bbox=[179, 1202, 184, 1212]
column-rule bbox=[373, 32, 374, 1508]
horse-name: Belle, 5 yrs bbox=[6, 1202, 45, 1212]
weight-stone: 7 bbox=[163, 1329, 168, 1339]
ad-number: 4258 bbox=[1090, 146, 1108, 157]
horse-name: Wrangler, 3 yrs bbox=[6, 1534, 58, 1544]
ad-number: 4254 bbox=[1090, 831, 1108, 842]
handicap-row bbox=[6, 1361, 184, 1371]
handicap-intro: The following handicaps have been made: — bbox=[12, 971, 169, 982]
weight-pounds: 10 bbox=[175, 1340, 184, 1350]
horse-name: Danebury, 3 yrs bbox=[6, 1058, 60, 1068]
horse-name: Tui, 5 yrs bbox=[6, 1473, 39, 1483]
weight-pounds: 4 bbox=[179, 1524, 184, 1534]
horse-name: Tui, 5 yrs bbox=[6, 1161, 39, 1171]
cable-heading: DUPLICATE CABLE COMMUNICATION. bbox=[416, 36, 515, 58]
weight-stone: 8 bbox=[163, 1038, 168, 1048]
